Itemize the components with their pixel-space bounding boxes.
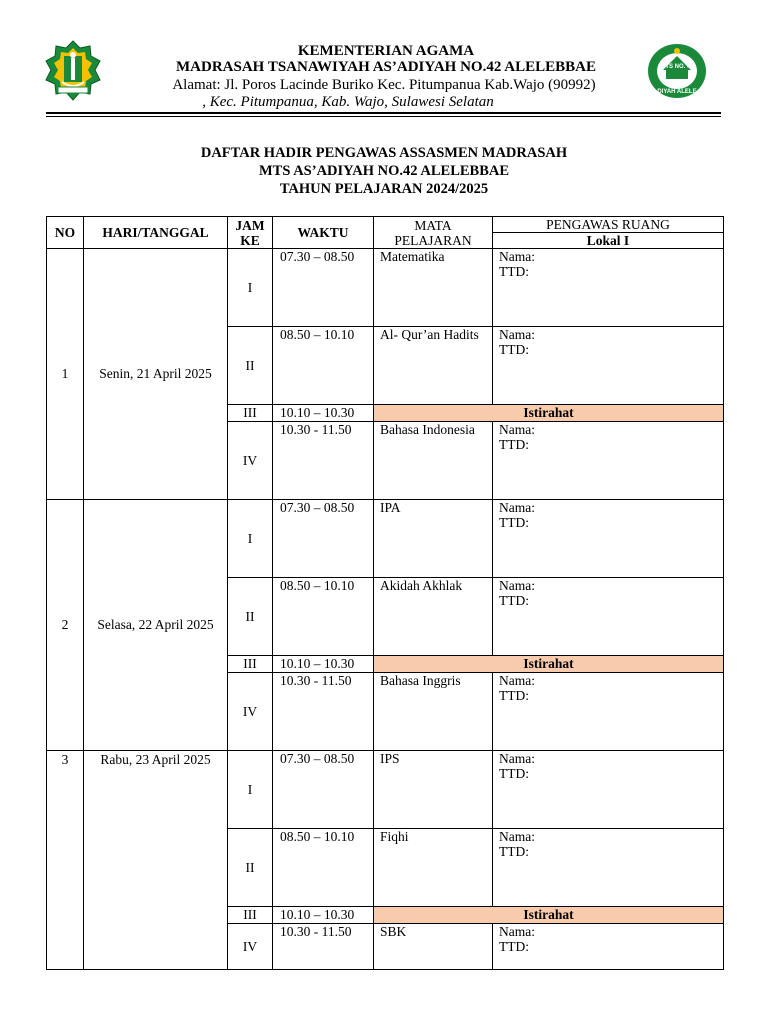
signature-ttd-label: TTD:	[499, 766, 529, 781]
school-address: Alamat: Jl. Poros Lacinde Buriko Kec. Pitumpanua Kab.Wajo (90992)	[172, 77, 596, 93]
cell-time: 10.10 – 10.30	[273, 907, 374, 924]
cell-no: 3	[47, 751, 84, 970]
doc-title: DAFTAR HADIR PENGAWAS ASSASMEN MADRASAH	[200, 145, 568, 161]
signature-name-label: Nama:	[499, 578, 535, 593]
seal-text-top: MTS NO. 42	[660, 64, 694, 70]
cell-signature[interactable]	[493, 924, 724, 970]
cell-break: Istirahat	[374, 656, 724, 673]
cell-day: Selasa, 22 April 2025	[84, 500, 228, 751]
signature-ttd-label: TTD:	[499, 437, 529, 452]
cell-subject: Fiqhi	[374, 829, 493, 907]
school-name: MADRASAH TSANAWIYAH AS’ADIYAH NO.42 ALELEBBAE	[176, 59, 596, 75]
cell-time: 08.50 – 10.10	[273, 578, 374, 656]
cell-signature[interactable]	[493, 673, 724, 751]
cell-subject: Bahasa Inggris	[374, 673, 493, 751]
cell-time: 10.30 - 11.50	[273, 422, 374, 500]
header-divider-thin	[46, 116, 721, 117]
cell-jam: II	[228, 578, 273, 656]
cell-jam: IV	[228, 673, 273, 751]
cell-day: Rabu, 23 April 2025	[84, 751, 228, 970]
col-header-day: HARI/TANGGAL	[84, 217, 228, 249]
signature-name-label: Nama:	[499, 500, 535, 515]
school-region: , Kec. Pitumpanua, Kab. Wajo, Sulawesi Selatan	[202, 94, 494, 110]
cell-jam: I	[228, 500, 273, 578]
cell-subject: SBK	[374, 924, 493, 970]
signature-name-label: Nama:	[499, 924, 535, 939]
signature-name-label: Nama:	[499, 249, 535, 264]
letterhead	[0, 0, 768, 120]
cell-signature[interactable]	[493, 327, 724, 405]
table-row	[47, 249, 724, 327]
cell-jam: II	[228, 327, 273, 405]
cell-signature[interactable]	[493, 578, 724, 656]
cell-time: 08.50 – 10.10	[273, 829, 374, 907]
signature-name-label: Nama:	[499, 829, 535, 844]
cell-signature[interactable]	[493, 751, 724, 829]
cell-jam: I	[228, 751, 273, 829]
school-seal-icon	[646, 42, 708, 100]
signature-ttd-label: TTD:	[499, 593, 529, 608]
col-header-waktu: WAKTU	[273, 217, 374, 249]
signature-name-label: Nama:	[499, 673, 535, 688]
cell-jam: III	[228, 656, 273, 673]
col-header-mapel	[374, 217, 493, 249]
ministry-name: KEMENTERIAN AGAMA	[297, 43, 475, 59]
cell-jam: IV	[228, 422, 273, 500]
signature-ttd-label: TTD:	[499, 342, 529, 357]
header-divider-thick	[46, 112, 721, 114]
cell-signature[interactable]	[493, 500, 724, 578]
attendance-table	[46, 216, 724, 970]
signature-ttd-label: TTD:	[499, 939, 529, 954]
seal-text-bottom: DIYAH ALELE	[657, 89, 697, 95]
col-header-mapel-line2: PELAJARAN	[394, 232, 472, 248]
table-row	[47, 500, 724, 578]
cell-jam: I	[228, 249, 273, 327]
cell-break: Istirahat	[374, 405, 724, 422]
signature-ttd-label: TTD:	[499, 515, 529, 530]
cell-time: 07.30 – 08.50	[273, 751, 374, 829]
signature-name-label: Nama:	[499, 751, 535, 766]
col-header-jam	[228, 217, 273, 249]
col-header-jam-line2: KE	[240, 232, 260, 248]
cell-signature[interactable]	[493, 422, 724, 500]
signature-ttd-label: TTD:	[499, 844, 529, 859]
signature-name-label: Nama:	[499, 422, 535, 437]
col-header-mapel-line1: MATA	[414, 217, 452, 233]
cell-day: Senin, 21 April 2025	[84, 249, 228, 500]
cell-jam: III	[228, 405, 273, 422]
cell-time: 10.10 – 10.30	[273, 405, 374, 422]
doc-subtitle-year: TAHUN PELAJARAN 2024/2025	[279, 181, 489, 197]
col-header-lokal: Lokal I	[493, 233, 724, 249]
cell-time: 07.30 – 08.50	[273, 500, 374, 578]
col-header-pengawas: PENGAWAS RUANG	[493, 217, 724, 233]
signature-ttd-label: TTD:	[499, 264, 529, 279]
cell-subject: IPA	[374, 500, 493, 578]
cell-signature[interactable]	[493, 249, 724, 327]
table-row	[47, 751, 724, 829]
cell-subject: Al- Qur’an Hadits	[374, 327, 493, 405]
signature-ttd-label: TTD:	[499, 688, 529, 703]
attendance-table-body	[47, 249, 724, 970]
cell-no: 2	[47, 500, 84, 751]
cell-jam: III	[228, 907, 273, 924]
signature-name-label: Nama:	[499, 327, 535, 342]
cell-time: 07.30 – 08.50	[273, 249, 374, 327]
cell-time: 10.30 - 11.50	[273, 673, 374, 751]
doc-subtitle-school: MTS AS’ADIYAH NO.42 ALELEBBAE	[258, 163, 510, 179]
cell-subject: Matematika	[374, 249, 493, 327]
cell-subject: IPS	[374, 751, 493, 829]
cell-break: Istirahat	[374, 907, 724, 924]
cell-time: 08.50 – 10.10	[273, 327, 374, 405]
cell-jam: II	[228, 829, 273, 907]
col-header-jam-line1: JAM	[235, 217, 265, 233]
cell-time: 10.30 - 11.50	[273, 924, 374, 970]
col-header-no: NO	[47, 217, 84, 249]
cell-time: 10.10 – 10.30	[273, 656, 374, 673]
cell-subject: Bahasa Indonesia	[374, 422, 493, 500]
cell-signature[interactable]	[493, 829, 724, 907]
cell-subject: Akidah Akhlak	[374, 578, 493, 656]
table-header-row	[47, 217, 724, 233]
cell-no: 1	[47, 249, 84, 500]
cell-jam: IV	[228, 924, 273, 970]
